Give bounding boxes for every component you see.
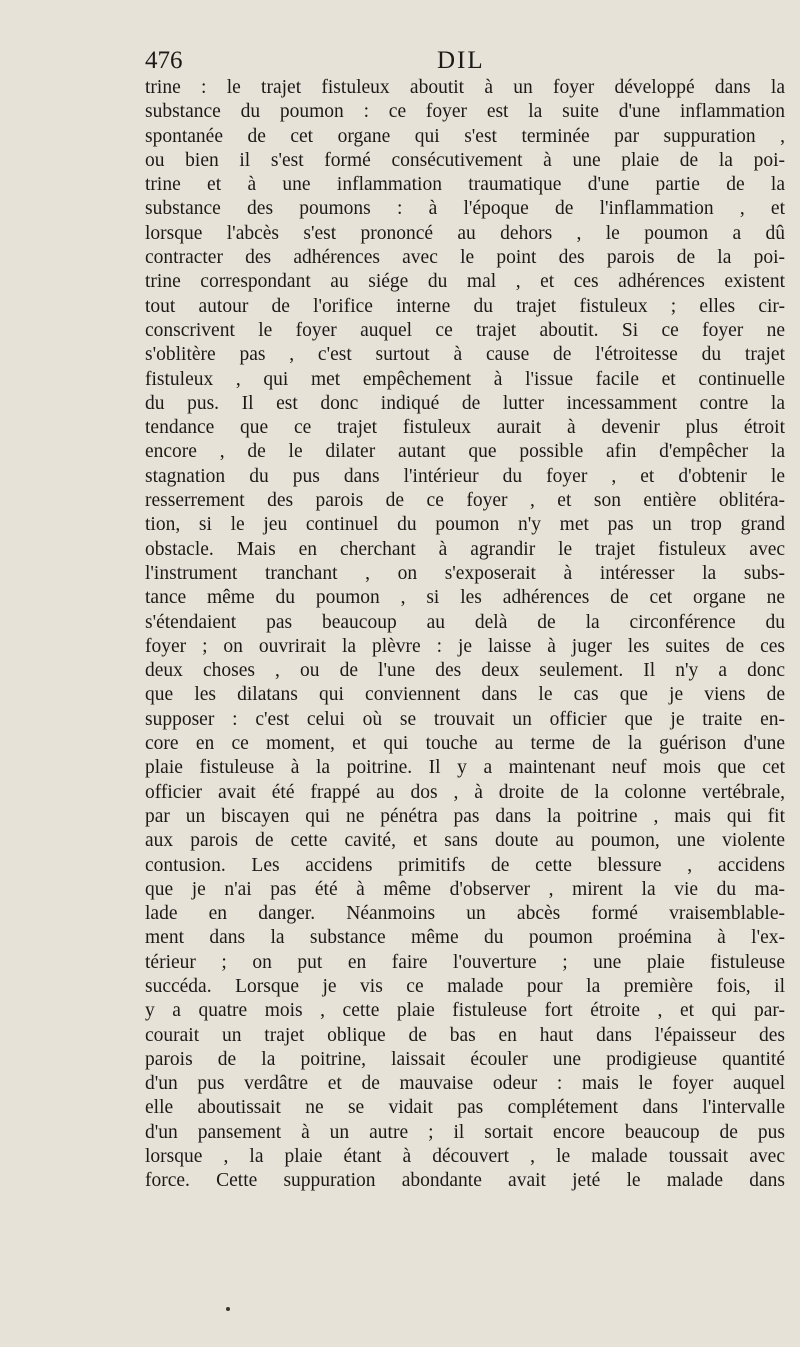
text-line: officier avait été frappé au dos , à droite de la colonne vertébrale, — [145, 781, 785, 803]
text-line: force. Cette suppuration abondante avait jeté le malade dans — [145, 1170, 785, 1192]
text-line: trine : le trajet fistuleux aboutit à un foyer développé dans la — [145, 77, 785, 98]
text-line: tendance que ce trajet fistuleux aurait à devenir plus étroit — [145, 417, 785, 439]
text-line: contusion. Les accidens primitifs de cette blessure , accidens — [145, 854, 785, 876]
text-line: supposer : c'est celui où se trouvait un officier que je traite en- — [145, 708, 785, 730]
text-line: core en ce moment, et qui touche au terme de la guérison d'une — [145, 733, 785, 755]
text-line: tance même du poumon , si les adhérences de cet organe ne — [145, 587, 785, 609]
text-line: que les dilatans qui conviennent dans le cas que je viens de — [145, 684, 785, 706]
text-line: conscrivent le foyer auquel ce trajet aboutit. Si ce foyer ne — [145, 319, 785, 341]
page-number: 476 — [145, 47, 183, 74]
text-line: obstacle. Mais en cherchant à agrandir le trajet fistuleux avec — [145, 538, 785, 560]
text-line: térieur ; on put en faire l'ouverture ; une plaie fistuleuse — [145, 951, 785, 973]
text-line: aux parois de cette cavité, et sans doute au poumon, une violente — [145, 830, 785, 852]
page-header — [145, 44, 785, 78]
text-line: stagnation du pus dans l'intérieur du foyer , et d'obtenir le — [145, 465, 785, 487]
text-line: que je n'ai pas été à même d'observer , mirent la vie du ma- — [145, 878, 785, 900]
text-line: encore , de le dilater autant que possible afin d'empêcher la — [145, 441, 785, 463]
text-line: tion, si le jeu continuel du poumon n'y met pas un trop grand — [145, 514, 785, 536]
text-line: spontanée de cet organe qui s'est terminée par suppuration , — [145, 125, 785, 147]
running-head: DIL — [437, 47, 485, 74]
text-line: par un biscayen qui ne pénétra pas dans la poitrine , mais qui fit — [145, 805, 785, 827]
text-line: trine correspondant au siége du mal , et ces adhérences existent — [145, 271, 785, 293]
text-line: du pus. Il est donc indiqué de lutter incessamment contre la — [145, 392, 785, 414]
text-line: courait un trajet oblique de bas en haut dans l'épaisseur des — [145, 1024, 785, 1046]
ink-speck — [226, 1307, 230, 1311]
text-line: fistuleux , qui met empêchement à l'issue facile et continuelle — [145, 368, 785, 390]
text-line: contracter des adhérences avec le point des parois de la poi- — [145, 247, 785, 269]
text-line: s'étendaient pas beaucoup au delà de la circonférence du — [145, 611, 785, 633]
text-line: d'un pus verdâtre et de mauvaise odeur : mais le foyer auquel — [145, 1073, 785, 1095]
text-line: tout autour de l'orifice interne du trajet fistuleux ; elles cir- — [145, 295, 785, 317]
text-line: trine et à une inflammation traumatique d'une partie de la — [145, 174, 785, 196]
text-line: lade en danger. Néanmoins un abcès formé vraisemblable- — [145, 903, 785, 925]
text-line: lorsque l'abcès s'est prononcé au dehors , le poumon a dû — [145, 222, 785, 244]
text-line: plaie fistuleuse à la poitrine. Il y a maintenant neuf mois que cet — [145, 757, 785, 779]
text-line: substance des poumons : à l'époque de l'inflammation , et — [145, 198, 785, 220]
text-line: y a quatre mois , cette plaie fistuleuse fort étroite , et qui par- — [145, 1000, 785, 1022]
text-line: deux choses , ou de l'une des deux seulement. Il n'y a donc — [145, 660, 785, 682]
text-line: lorsque , la plaie étant à découvert , le malade toussait avec — [145, 1146, 785, 1168]
text-line: d'un pansement à un autre ; il sortait encore beaucoup de pus — [145, 1121, 785, 1143]
text-line: foyer ; on ouvrirait la plèvre : je laisse à juger les suites de ces — [145, 635, 785, 657]
text-line: s'oblitère pas , c'est surtout à cause de l'étroitesse du trajet — [145, 344, 785, 366]
text-line: ou bien il s'est formé consécutivement à une plaie de la poi- — [145, 149, 785, 171]
text-line: parois de la poitrine, laissait écouler une prodigieuse quantité — [145, 1048, 785, 1070]
text-line: l'instrument tranchant , on s'exposerait à intéresser la subs- — [145, 562, 785, 584]
text-line: resserrement des parois de ce foyer , et son entière oblitéra- — [145, 490, 785, 512]
text-line: ment dans la substance même du poumon proémina à l'ex- — [145, 927, 785, 949]
text-line: elle aboutissait ne se vidait pas complétement dans l'intervalle — [145, 1097, 785, 1119]
text-line: substance du poumon : ce foyer est la suite d'une inflammation — [145, 101, 785, 123]
text-line: succéda. Lorsque je vis ce malade pour la première fois, il — [145, 975, 785, 997]
body-text — [145, 76, 785, 1194]
